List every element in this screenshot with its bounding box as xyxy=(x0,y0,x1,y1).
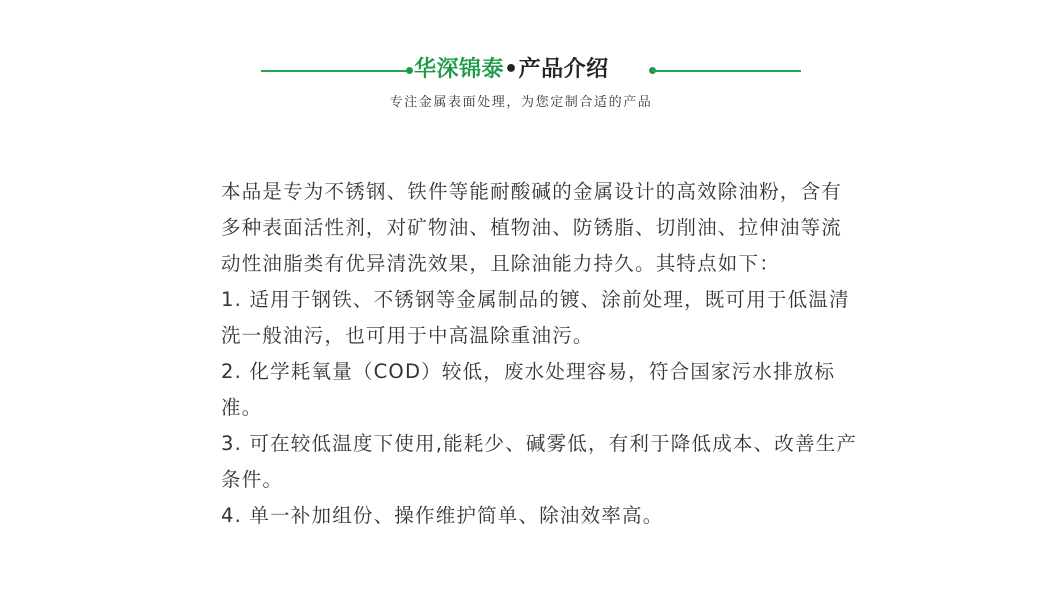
feature-item-2: 2. 化学耗氧量（COD）较低，废水处理容易，符合国家污水排放标准。 xyxy=(221,360,836,419)
page-title xyxy=(414,55,644,85)
product-description xyxy=(221,174,861,534)
brand-name: 华深锦泰 xyxy=(414,57,505,82)
header-divider-left xyxy=(261,70,409,72)
feature-item-3: 3. 可在较低温度下使用,能耗少、碱雾低，有利于降低成本、改善生产条件。 xyxy=(221,432,858,491)
intro-paragraph: 本品是专为不锈钢、铁件等能耐酸碱的金属设计的高效除油粉，含有多种表面活性剂，对矿物油、植物油、防锈脂、切削油、拉伸油等流动性油脂类有优异清洗效果，且除油能力持久。其特点如下： xyxy=(221,180,843,275)
feature-item-4: 4. 单一补加组份、操作维护简单、除油效率高。 xyxy=(221,504,664,527)
feature-item-1: 1. 适用于钢铁、不锈钢等金属制品的镀、涂前处理，既可用于低温清洗一般油污，也可用于中高温除重油污。 xyxy=(221,288,850,347)
section-title: 产品介绍 xyxy=(518,57,609,82)
header-dot-left-icon xyxy=(406,67,413,74)
section-header xyxy=(0,55,1042,85)
page-subtitle: 专注金属表面处理，为您定制合适的产品 xyxy=(389,95,653,110)
header-divider-right xyxy=(652,70,801,72)
title-separator: • xyxy=(504,57,519,82)
